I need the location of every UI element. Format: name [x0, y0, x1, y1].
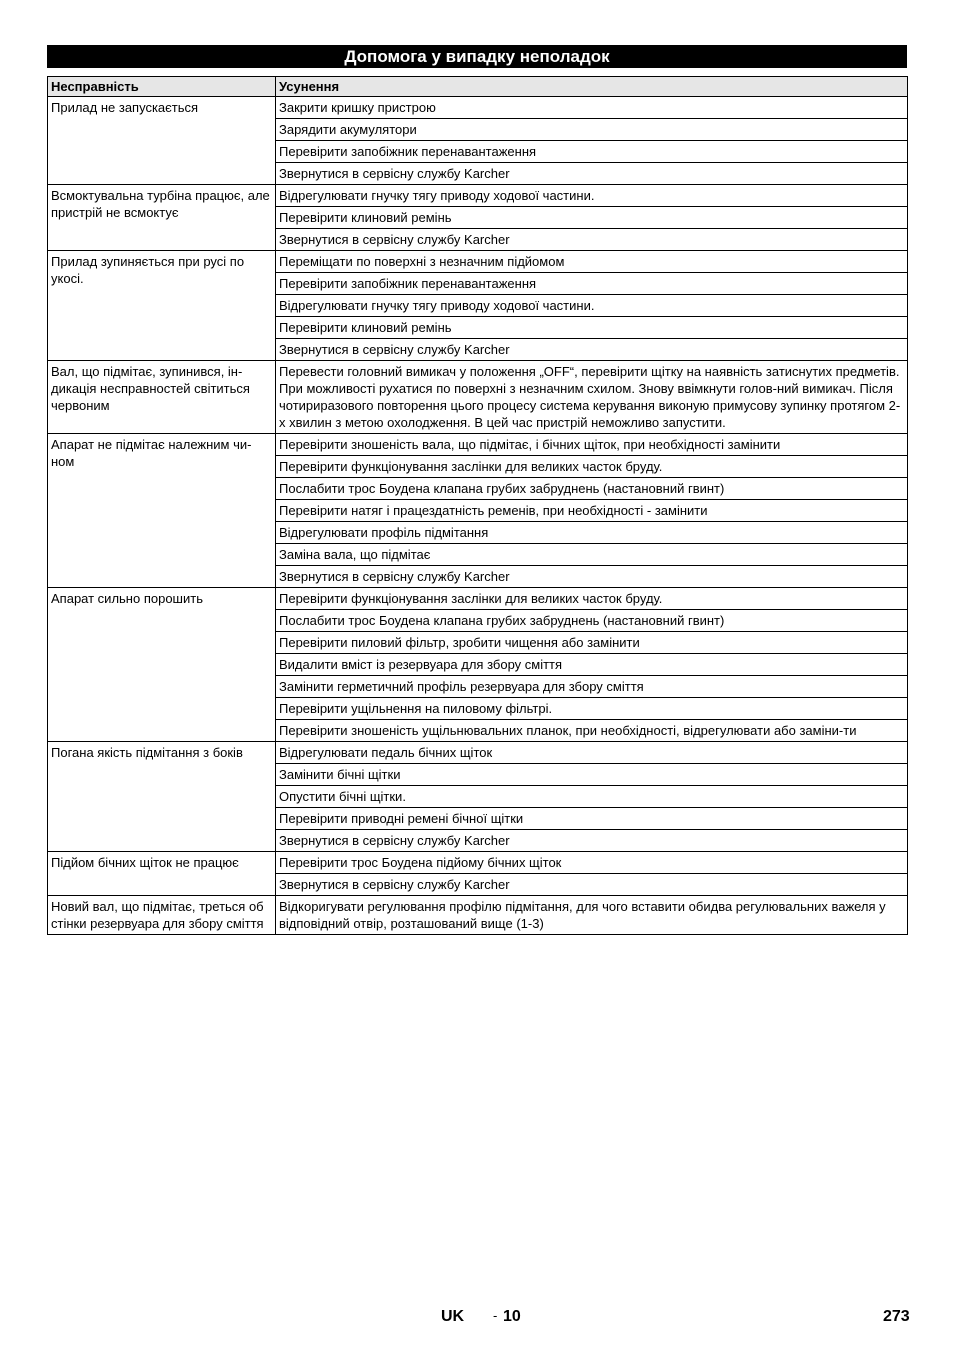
remedy-cell: Заміна вала, що підмітає	[276, 544, 908, 566]
remedy-cell: Відрегулювати гнучку тягу приводу ходової частини.	[276, 185, 908, 207]
remedy-cell: Переміщати по поверхні з незначним підйомом	[276, 251, 908, 273]
remedy-cell: Послабити трос Боудена клапана грубих забруднень (настановний гвинт)	[276, 610, 908, 632]
table-row	[48, 588, 908, 610]
header-fault: Несправність	[48, 77, 276, 97]
remedy-cell: Перевірити трос Боудена підйому бічних щіток	[276, 852, 908, 874]
remedy-cell: Відкоригувати регулювання профілю підмітання, для чого вставити обидва регулювальних важеля у відповідний отвір, розташований вище (1-3)	[276, 896, 908, 935]
fault-cell: Прилад не запускається	[48, 97, 276, 185]
remedy-cell: Перевірити ущільнення на пиловому фільтрі.	[276, 698, 908, 720]
remedy-cell: Звернутися в сервісну службу Karcher	[276, 229, 908, 251]
fault-cell: Підйом бічних щіток не працює	[48, 852, 276, 896]
remedy-cell: Перевірити функціонування заслінки для великих часток бруду.	[276, 456, 908, 478]
fault-cell: Всмоктувальна турбіна працює, але пристрій не всмоктує	[48, 185, 276, 251]
remedy-cell: Перевірити клиновий ремінь	[276, 317, 908, 339]
table-row	[48, 742, 908, 764]
remedy-cell: Перевірити запобіжник перенавантаження	[276, 273, 908, 295]
table-row	[48, 434, 908, 456]
table-row	[48, 896, 908, 935]
remedy-cell: Звернутися в сервісну службу Karcher	[276, 339, 908, 361]
remedy-cell: Відрегулювати гнучку тягу приводу ходової частини.	[276, 295, 908, 317]
table-row	[48, 97, 908, 119]
fault-cell: Новий вал, що підмітає, треться об стінки резервуара для збору сміття	[48, 896, 276, 935]
remedy-cell: Звернутися в сервісну службу Karcher	[276, 830, 908, 852]
remedy-cell: Послабити трос Боудена клапана грубих забруднень (настановний гвинт)	[276, 478, 908, 500]
remedy-cell: Опустити бічні щітки.	[276, 786, 908, 808]
footer-language: UK	[441, 1308, 465, 1325]
remedy-cell: Перевірити запобіжник перенавантаження	[276, 141, 908, 163]
footer-dash: -	[493, 1308, 498, 1323]
remedy-cell: Перевірити зношеність вала, що підмітає, і бічних щіток, при необхідності замінити	[276, 434, 908, 456]
remedy-cell: Перевірити пиловий фільтр, зробити чищення або замінити	[276, 632, 908, 654]
remedy-cell: Зарядити акумулятори	[276, 119, 908, 141]
header-remedy: Усунення	[276, 77, 908, 97]
remedy-cell: Перевірити натяг і працездатність ременів, при необхідності - замінити	[276, 500, 908, 522]
remedy-cell: Замінити бічні щітки	[276, 764, 908, 786]
remedy-cell: Відрегулювати педаль бічних щіток	[276, 742, 908, 764]
remedy-cell: Перевірити зношеність ущільнювальних планок, при необхідності, відрегулювати або заміни-ти	[276, 720, 908, 742]
remedy-cell: Видалити вміст із резервуара для збору сміття	[276, 654, 908, 676]
remedy-cell: Перевірити функціонування заслінки для великих часток бруду.	[276, 588, 908, 610]
remedy-cell: Звернутися в сервісну службу Karcher	[276, 163, 908, 185]
remedy-cell: Замінити герметичний профіль резервуара для збору сміття	[276, 676, 908, 698]
remedy-cell: Звернутися в сервісну службу Karcher	[276, 874, 908, 896]
remedy-cell: Перевести головний вимикач у положення „OFF“, перевірити щітку на наявність затиснутих предметів. При можливості рухатися по поверхні з незначним схилом. Знову ввімкнути голов-ний вимикач. Після чотириразового повторення цього процесу система керування виконую примусову зупинку протягом 2-х хвилин з метою охолодження. В цей час пристрій неможливо запустити.	[276, 361, 908, 434]
fault-cell: Прилад зупиняється при русі по укосі.	[48, 251, 276, 361]
section-title: Допомога у випадку неполадок	[47, 45, 907, 68]
remedy-cell: Звернутися в сервісну службу Karcher	[276, 566, 908, 588]
table-header-row	[48, 77, 908, 97]
fault-cell: Апарат сильно порошить	[48, 588, 276, 742]
remedy-cell: Відрегулювати профіль підмітання	[276, 522, 908, 544]
fault-cell: Погана якість підмітання з боків	[48, 742, 276, 852]
page-number: 273	[883, 1308, 910, 1325]
remedy-cell: Перевірити приводні ремені бічної щітки	[276, 808, 908, 830]
table-row	[48, 251, 908, 273]
table-body	[48, 97, 908, 935]
remedy-cell: Закрити кришку пристрою	[276, 97, 908, 119]
footer-sub-page: 10	[503, 1308, 521, 1325]
fault-cell: Апарат не підмітає належним чи-ном	[48, 434, 276, 588]
table-row	[48, 361, 908, 434]
table-row	[48, 852, 908, 874]
troubleshooting-table	[47, 76, 908, 935]
table-row	[48, 185, 908, 207]
remedy-cell: Перевірити клиновий ремінь	[276, 207, 908, 229]
fault-cell: Вал, що підмітає, зупинився, ін-дикація несправностей світиться червоним	[48, 361, 276, 434]
